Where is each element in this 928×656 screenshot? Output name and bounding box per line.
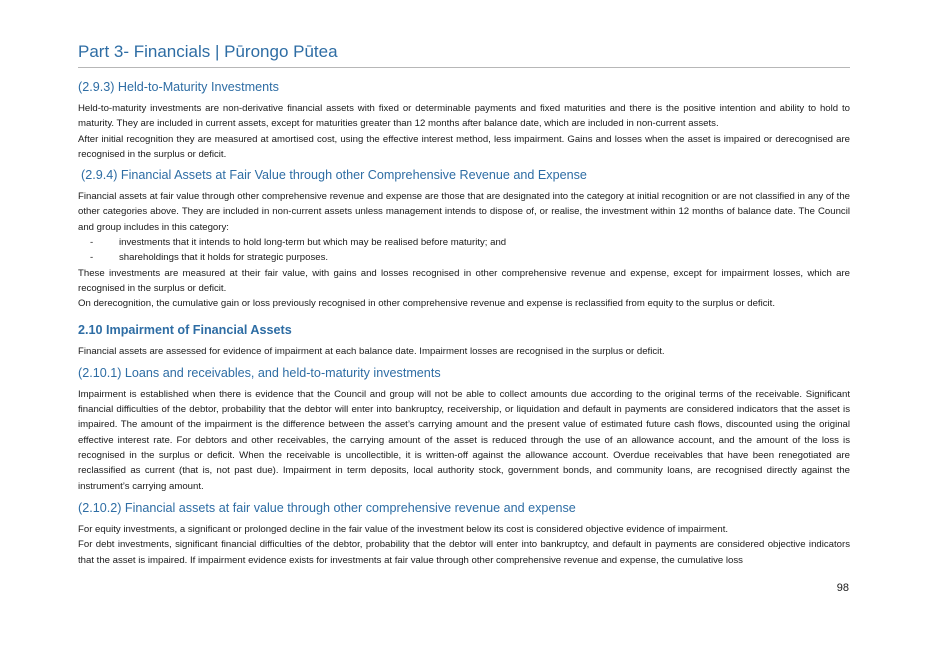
bullet-marker: - — [90, 252, 94, 264]
section-heading-2-9-4: (2.9.4) Financial Assets at Fair Value through other Comprehensive Revenue and Expense — [81, 168, 587, 183]
section-heading-2-9-3: (2.9.3) Held-to-Maturity Investments — [78, 80, 279, 94]
list-item-text: shareholdings that it holds for strategic purposes. — [119, 252, 329, 264]
paragraph: Held-to-maturity investments are non-derivative financial assets with fixed or determinable payments and fixed maturities and there is the positive intention and ability to hold to maturity. They are included in current assets, except for maturities greater than 12 months after balance date, which are included in non-current assets. — [78, 103, 850, 130]
paragraph: After initial recognition they are measured at amortised cost, using the effective interest method, less impairment. Gains and losses when the asset is impaired or derecognised are recognised in the surplus or deficit. — [78, 133, 850, 160]
paragraph: Financial assets at fair value through other comprehensive revenue and expense are those that are designated into the category at initial recognition or are not classified in any of the other categories above. They are included in non-current assets unless management intends to dispose of, or realise, the investment within 12 months of balance date. The Council and group includes in this category: — [78, 191, 850, 233]
header-divider — [78, 67, 850, 68]
paragraph: For debt investments, significant financial difficulties of the debtor, probability that the debtor will enter into bankruptcy, and default in payments are considered objective indicators that the asset is impaired. If impairment evidence exists for investments at fair value through other comprehensive revenue and expense, the cumulative loss — [78, 539, 850, 566]
section-heading-2-10-2: (2.10.2) Financial assets at fair value through other comprehensive revenue and expense — [78, 500, 576, 515]
bullet-marker: - — [90, 237, 94, 249]
paragraph: These investments are measured at their fair value, with gains and losses recognised in other comprehensive revenue and expense, except for impairment losses, which are recognised in the surplus or deficit. — [78, 267, 850, 294]
document-body — [78, 79, 850, 568]
paragraph: Financial assets are assessed for evidence of impairment at each balance date. Impairment losses are recognised in the surplus or deficit. — [78, 345, 665, 357]
list-item — [78, 235, 850, 250]
section-heading-2-10: 2.10 Impairment of Financial Assets — [78, 322, 292, 337]
paragraph: Impairment is established when there is evidence that the Council and group will not be able to collect amounts due according to the original terms of the receivable. Significant financial difficulties of the debtor, probability that the debtor will enter into bankruptcy, receivership, or liquidation and default in payments are considered indicators that the asset is impaired. The amount of the impairment is the difference between the asset’s carrying amount and the present value of estimated future cash flows, discounted using the original effective interest rate. For debtors and other receivables, the carrying amount of the asset is reduced through the use of an allowance account, and the amount of the loss is recognised in the surplus or deficit. When the receivable is uncollectible, it is written-off against the allowance account. Overdue receivables that have been renegotiated are reclassified as current (that is, not past due). Impairment in term deposits, local authority stock, government bonds, and community loans, are recognised directly against the instrument’s carrying amount. — [78, 388, 850, 492]
paragraph: For equity investments, a significant or prolonged decline in the fair value of the investment below its cost is considered objective evidence of impairment. — [78, 523, 729, 535]
paragraph: On derecognition, the cumulative gain or loss previously recognised in other comprehensive revenue and expense is reclassified from equity to the surplus or deficit. — [78, 298, 775, 310]
list-item-text: investments that it intends to hold long-term but which may be realised before maturity; and — [119, 237, 507, 249]
list-item — [78, 250, 850, 265]
bullet-list — [78, 235, 850, 266]
page-number: 98 — [836, 582, 849, 594]
page-title: Part 3- Financials | Pūrongo Pūtea — [78, 42, 338, 61]
section-heading-2-10-1: (2.10.1) Loans and receivables, and held-to-maturity investments — [78, 365, 441, 380]
